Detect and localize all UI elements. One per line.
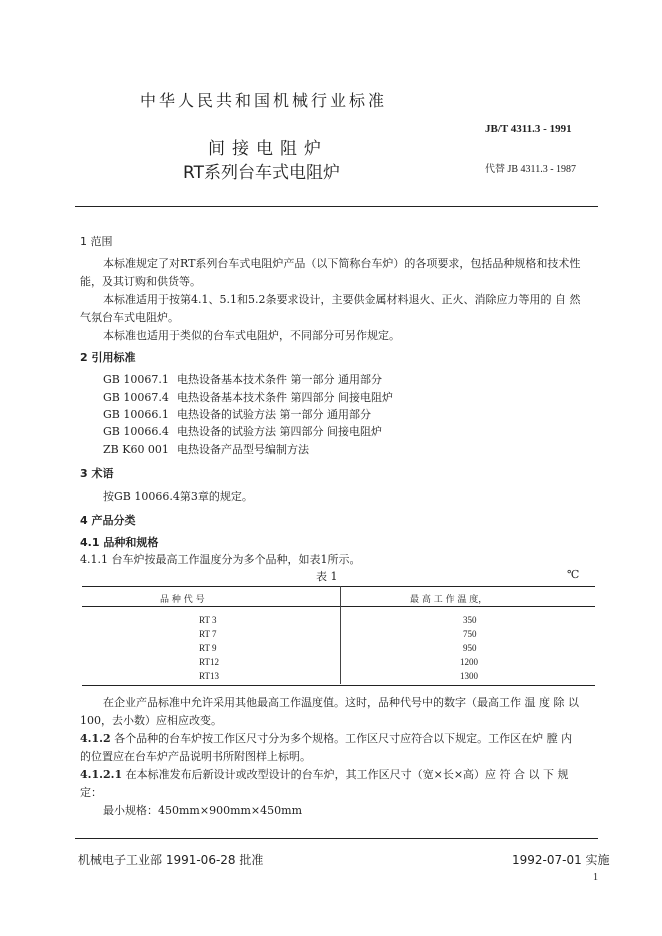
reference-item [103,371,382,387]
table-row-temp: 350 [463,615,477,625]
section-1-paragraph-2: 本标准适用于按第4.1、5.1和5.2条要求设计，主要供金属材料退火、正火、消除应力等用的 自 然 [103,293,581,306]
table-note-line-1: 在企业产品标准中允许采用其他最高工作温度值。这时，品种代号中的数字（最高工作 温 度 除 以 [103,696,579,709]
reference-code: GB 10067.4 [103,391,169,404]
table-row-temp: 950 [463,643,477,653]
reference-code: GB 10066.1 [103,408,169,421]
reference-title: 电热设备基本技术条件 第四部分 间接电阻炉 [177,391,393,404]
table-row-temp: 1300 [460,671,478,681]
section-4-1-2-line-2: 的位置应在台车炉产品说明书所附图样上标明。 [80,750,311,763]
table-top-rule [82,586,595,587]
section-3-heading: 3 术语 [80,467,114,480]
section-4-1-2-1-line-2: 定： [80,786,102,799]
table-row-temp: 1200 [460,657,478,667]
table-col-header-code: 品 种 代 号 [160,595,205,605]
section-1-paragraph-2-cont: 气氛台车式电阻炉。 [80,311,179,324]
reference-item [103,423,382,439]
table-row-code: RT12 [199,657,219,667]
section-4-1-2-1-number: 4.1.2.1 [80,768,123,781]
section-1-heading: 1 范围 [80,235,113,248]
section-2-heading: 2 引用标准 [80,351,136,364]
section-4-1-2-1-text: 在本标准发布后新设计或改型设计的台车炉，其工作区尺寸（宽×长×高）应 符 合 以 下 规 [122,768,569,781]
reference-title: 电热设备的试验方法 第一部分 通用部分 [177,408,371,421]
table-header-rule [82,606,595,607]
page-number: 1 [593,872,598,883]
section-4-1-2-text: 各个品种的台车炉按工作区尺寸分为多个规格。工作区尺寸应符合以下规定。工作区在炉 膛 内 [110,732,573,745]
reference-title: 电热设备的试验方法 第四部分 间接电阻炉 [177,425,382,438]
standard-number: JB/T 4311.3 - 1991 [485,123,572,135]
header-rule [75,206,598,207]
section-4-heading: 4 产品分类 [80,514,136,527]
reference-item [103,406,371,422]
title-line-1: 间接电阻炉 [208,139,328,159]
table-row-code: RT 7 [199,629,217,639]
reference-item [103,389,393,405]
table-row-code: RT13 [199,671,219,681]
section-4-1-2-number: 4.1.2 [80,732,111,745]
section-1-paragraph-1-cont: 能，及其订购和供货等。 [80,275,201,288]
table-row-code: RT 9 [199,643,217,653]
section-4-1-heading: 4.1 品种和规格 [80,536,159,549]
table-col-header-temp: 最 高 工 作 温 度， [410,595,488,605]
table-bottom-rule [82,685,595,686]
table-note-line-2: 100，去小数）应相应改变。 [80,714,222,727]
reference-code: GB 10066.4 [103,425,169,438]
table-row-code: RT 3 [199,615,217,625]
reference-code: GB 10067.1 [103,373,169,386]
reference-item [103,441,309,457]
implementation-line: 1992-07-01 实施 [512,853,610,867]
table-unit: ℃ [567,568,580,581]
org-title: 中华人民共和国机械行业标准 [140,91,388,110]
table-row-temp: 750 [463,629,477,639]
table-column-divider [340,586,341,684]
table-caption: 表 1 [316,570,338,583]
minimum-specification: 最小规格：450mm×900mm×450mm [103,804,303,817]
section-4-1-2-1-line-1 [80,766,569,782]
reference-title: 电热设备产品型号编制方法 [177,443,309,456]
approval-line: 机械电子工业部 1991-06-28 批准 [78,853,264,867]
reference-code: ZB K60 001 [103,443,169,456]
section-1-paragraph-3: 本标准也适用于类似的台车式电阻炉，不同部分可另作规定。 [103,329,400,342]
section-4-1-1-text: 4.1.1 台车炉按最高工作温度分为多个品种，如表1所示。 [80,553,361,566]
replaces-standard: 代替 JB 4311.3 - 1987 [485,164,577,175]
section-3-paragraph: 按GB 10066.4第3章的规定。 [103,490,253,503]
section-1-paragraph-1: 本标准规定了对RT系列台车式电阻炉产品（以下简称台车炉）的各项要求，包括品种规格和技术性 [103,257,581,270]
title-line-2: RT系列台车式电阻炉 [183,163,340,183]
section-4-1-2-line-1 [80,730,572,746]
reference-title: 电热设备基本技术条件 第一部分 通用部分 [177,373,382,386]
footer-rule [75,838,598,839]
